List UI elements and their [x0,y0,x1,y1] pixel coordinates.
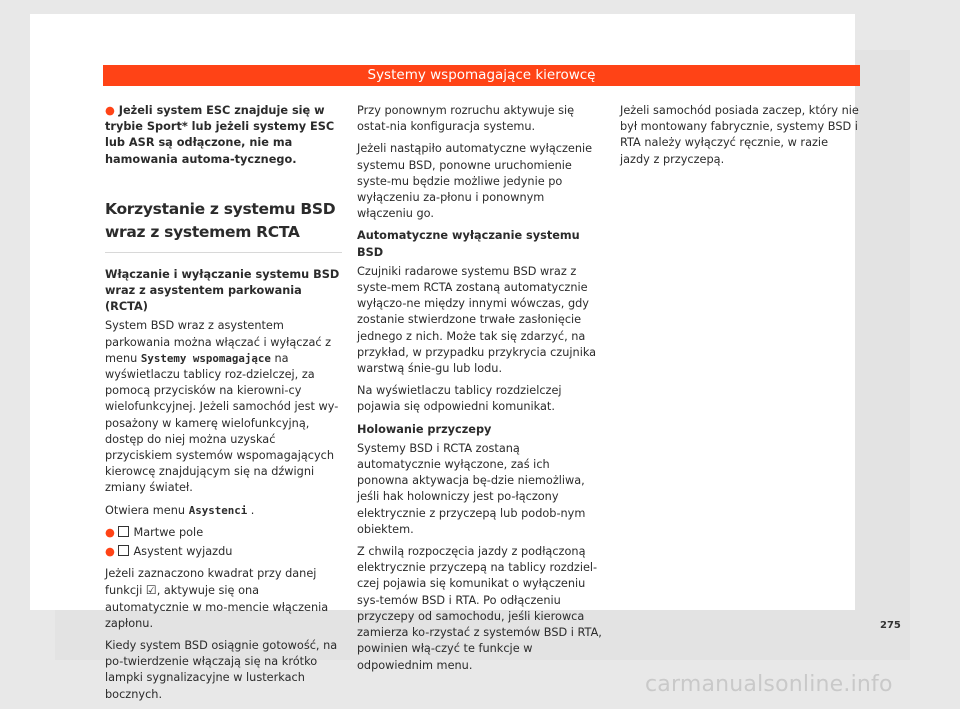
paragraph-message: Na wyświetlaczu tablicy rozdzielczej pojawia się odpowiedni komunikat. [357,384,562,414]
paragraph-trailer: Z chwilą rozpoczęcia jazdy z podłączoną elektrycznie przyczepą na tablicy rozdziel-czej pojawia się komunikat o wyłączeniu sys-temów BSD i RTA. Po odłączeniu przyczepy od samochodu, jeśli kierowca zamierza ko-rzystać z systemów BSD i RTA, powinien włą-czyć te funkcje w odpowiednim menu. [357,545,602,672]
checkbox-icon [118,545,129,556]
bullet-icon: ● [105,545,115,559]
page-header [103,65,860,86]
paragraph-bsd-ready: Kiedy system BSD osiągnie gotowość, na po-twierdzenie włączają się na krótko lampki sygnalizacyjne w lusterkach bocznych. [105,639,338,701]
menu-name-asystenci: Asystenci [188,503,248,517]
subheading-auto-off: Automatyczne wyłączanie systemu BSD [357,229,580,259]
warning-text: Jeżeli system ESC znajduje się w trybie Sport* lub jeżeli systemy ESC lub ASR są odłączone, nie ma hamowania automa-tycznego. [105,104,335,166]
column-left [105,103,345,709]
subheading-bsd-rcta: Włączanie i wyłączanie systemu BSD wraz z asystentem parkowania (RCTA) [105,267,340,314]
list-item-martwe-pole [105,525,345,541]
para1-text-b: na wyświetlaczu tablicy roz-dzielczej, za pomocą przycisków na kierowni-cy wielofunkcyjnej. Jeżeli samochód jest wy-posażony w kamerę wielofunkcyjną, dostęp do niej można uzyskać przyciskiem systemów wspomagających kierowcę znajdującym się na dźwigni zmiany świateł. [105,351,339,495]
column-right [620,103,860,174]
paragraph-towing: Systemy BSD i RCTA zostaną automatycznie wyłączone, zaś ich ponowna aktywacja bę-dzie niemożliwa, jeśli hak holowniczy jest po-łączony elektrycznie z przyczepą lub podob-nym obiektem. [357,441,586,536]
checkbox-icon [118,526,129,537]
column-middle [357,103,602,680]
section-title: Korzystanie z systemu BSD wraz z systemem RCTA [105,198,342,253]
menu-name-systemy: Systemy wspomagające [140,351,271,365]
list-item-label: Martwe pole [133,525,204,539]
paragraph-checkbox-info [105,566,345,632]
para3-text-a: Jeżeli zaznaczono kwadrat przy danej funkcji [105,567,317,598]
paragraph-open-menu [105,503,345,519]
paragraph-hitch: Jeżeli samochód posiada zaczep, który nie był montowany fabrycznie, systemy BSD i RTA należy wyłączyć ręcznie, w razie jazdy z przyczepą. [620,104,859,166]
paragraph-auto-off: Jeżeli nastąpiło automatyczne wyłączenie systemu BSD, ponowne uruchomienie syste-mu będzie możliwe jedynie po wyłączeniu za-płonu i ponownym włączeniu go. [357,142,593,221]
paragraph-restart: Przy ponownym rozruchu aktywuje się ostat-nia konfiguracja systemu. [357,104,575,134]
watermark: carmanualsonline.info [645,672,893,697]
para2-text-a: Otwiera menu [105,503,186,517]
para3-text-b: , aktywuje się ona automatycznie w mo-mencie włączenia zapłonu. [105,584,329,630]
para2-text-b: . [250,503,255,517]
header-title: Systemy wspomagające kierowcę [367,67,596,83]
list-item-label: Asystent wyjazdu [133,545,233,559]
warning-note [105,103,345,168]
checked-box-icon: ☑ [145,583,157,598]
paragraph-menu-info [105,318,345,496]
bullet-icon: ● [105,104,115,117]
list-item-asystent-wyjazdu [105,544,345,560]
page-number: 275 [880,620,901,631]
para1-text-a: System BSD wraz z asystentem parkowania można włączać i wyłączać z menu [105,319,332,365]
paragraph-radar: Czujniki radarowe systemu BSD wraz z syste-mem RCTA zostaną automatycznie wyłączo-ne między innymi wówczas, gdy zostanie stwierdzone trwałe zasłonięcie jednego z nich. Może tak się zdarzyć, na przykład, w przypadku przykrycia czujnika warstwą śnie-gu lub lodu. [357,264,597,376]
subheading-towing: Holowanie przyczepy [357,422,492,436]
bullet-icon: ● [105,525,115,539]
